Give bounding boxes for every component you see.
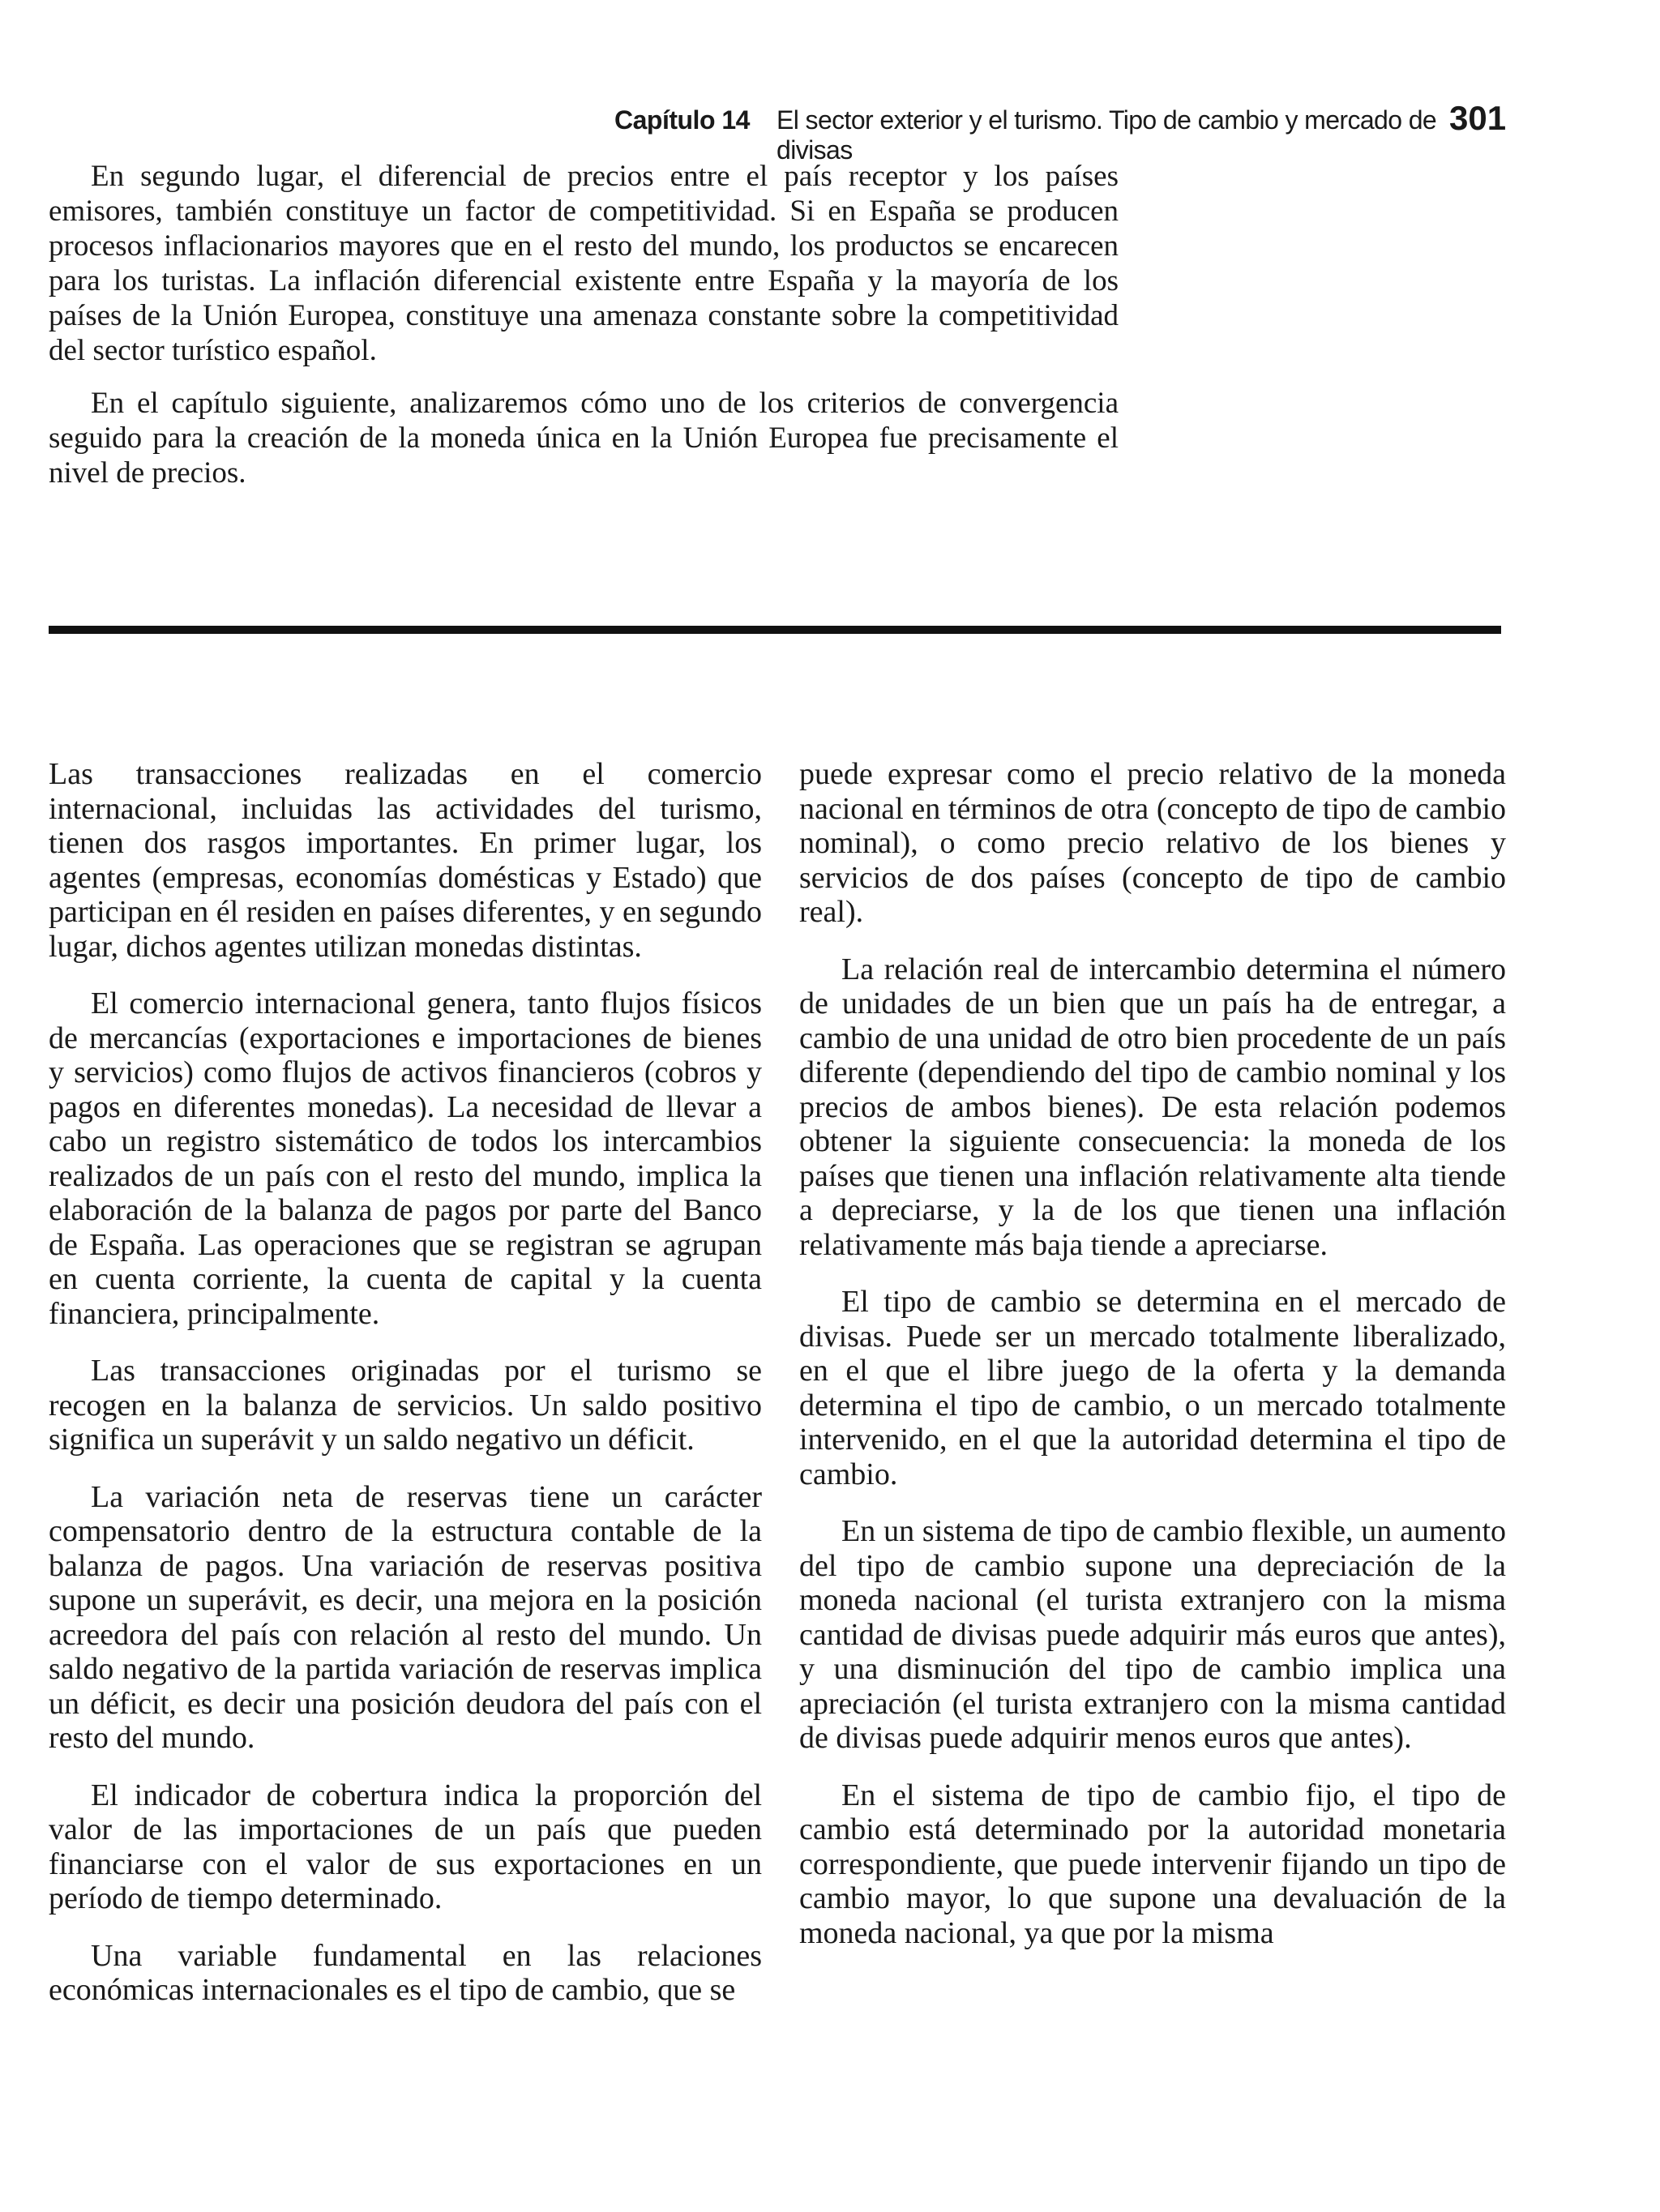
- summary-column-left: [49, 757, 762, 2030]
- paragraph: En el capítulo siguiente, analizaremos cómo uno de los criterios de convergencia seguido para la creación de la moneda única en la Unión Europea fue precisamente el nivel de precios.: [49, 387, 1119, 490]
- paragraph: En un sistema de tipo de cambio flexible, un aumento del tipo de cambio supone una depreciación de la moneda nacional (el turista extranjero con la misma cantidad de divisas puede adquirir más euros que antes), y una disminución del tipo de cambio implica una apreciación (el turista extranjero con la misma cantidad de divisas puede adquirir menos euros que antes).: [799, 1514, 1506, 1755]
- top-text-block: [49, 159, 1119, 508]
- paragraph: Las transacciones originadas por el turismo se recogen en la balanza de servicios. Un saldo positivo significa un superávit y un saldo negativo un déficit.: [49, 1354, 762, 1457]
- paragraph: En segundo lugar, el diferencial de precios entre el país receptor y los países emisores, también constituye un factor de competitividad. Si en España se producen procesos inflacionarios mayores que en el resto del mundo, los productos se encarecen para los turistas. La inflación diferencial existente entre España y la mayoría de los países de la Unión Europea, constituye una amenaza constante sobre la competitividad del sector turístico español.: [49, 160, 1119, 367]
- section-divider: [49, 626, 1501, 634]
- paragraph: Una variable fundamental en las relaciones económicas internacionales es el tipo de cambio, que se: [49, 1938, 762, 2007]
- paragraph: puede expresar como el precio relativo de la moneda nacional en términos de otra (concepto de tipo de cambio nominal), o como precio relativo de los bienes y servicios de dos países (concepto de tipo de cambio real).: [799, 757, 1506, 929]
- paragraph: El comercio internacional genera, tanto flujos físicos de mercancías (exportaciones e importaciones de bienes y servicios) como flujos de activos financieros (cobros y pagos en diferentes monedas). La necesidad de llevar a cabo un registro sistemático de todos los intercambios realizados de un país con el resto del mundo, implica la elaboración de la balanza de pagos por parte del Banco de España. Las operaciones que se registran se agrupan en cuenta corriente, la cuenta de capital y la cuenta financiera, principalmente.: [49, 986, 762, 1331]
- chapter-label: Capítulo 14: [614, 105, 750, 135]
- running-title: El sector exterior y el turismo. Tipo de cambio y mercado de divisas: [777, 105, 1437, 165]
- paragraph: El indicador de cobertura indica la proporción del valor de las importaciones de un país que pueden financiarse con el valor de sus exportaciones en un período de tiempo determinado.: [49, 1778, 762, 1915]
- paragraph: Las transacciones realizadas en el comercio internacional, incluidas las actividades del turismo, tienen dos rasgos importantes. En primer lugar, los agentes (empresas, economías domésticas y Estado) que participan en él residen en países diferentes, y en segundo lugar, dichos agentes utilizan monedas distintas.: [49, 757, 763, 964]
- paragraph: La relación real de intercambio determina el número de unidades de un bien que un país ha de entregar, a cambio de una unidad de otro bien procedente de un país diferente (dependiendo del tipo de cambio nominal y los precios de ambos bienes). De esta relación podemos obtener la siguiente consecuencia: la moneda de los países que tienen una inflación relativamente alta tiende a depreciarse, y la de los que tienen una inflación relativamente más baja tiende a apreciarse.: [799, 952, 1506, 1262]
- page-number: 301: [1449, 99, 1507, 137]
- paragraph: La variación neta de reservas tiene un carácter compensatorio dentro de la estructura contable de la balanza de pagos. Una variación de reservas positiva supone un superávit, es decir, una mejora en la posición acreedora del país con relación al resto del mundo. Un saldo negativo de la partida variación de reservas implica un déficit, es decir una posición deudora del país con el resto del mundo.: [49, 1479, 762, 1755]
- running-header: [0, 96, 1508, 165]
- summary-column-right: [799, 757, 1506, 1973]
- paragraph: En el sistema de tipo de cambio fijo, el tipo de cambio está determinado por la autoridad monetaria correspondiente, que puede intervenir fijando un tipo de cambio mayor, lo que supone una devaluación de la moneda nacional, ya que por la misma: [799, 1778, 1506, 1950]
- paragraph: El tipo de cambio se determina en el mercado de divisas. Puede ser un mercado totalmente liberalizado, en el que el libre juego de la oferta y la demanda determina el tipo de cambio, o un mercado totalmente intervenido, en el que la autoridad determina el tipo de cambio.: [799, 1285, 1506, 1491]
